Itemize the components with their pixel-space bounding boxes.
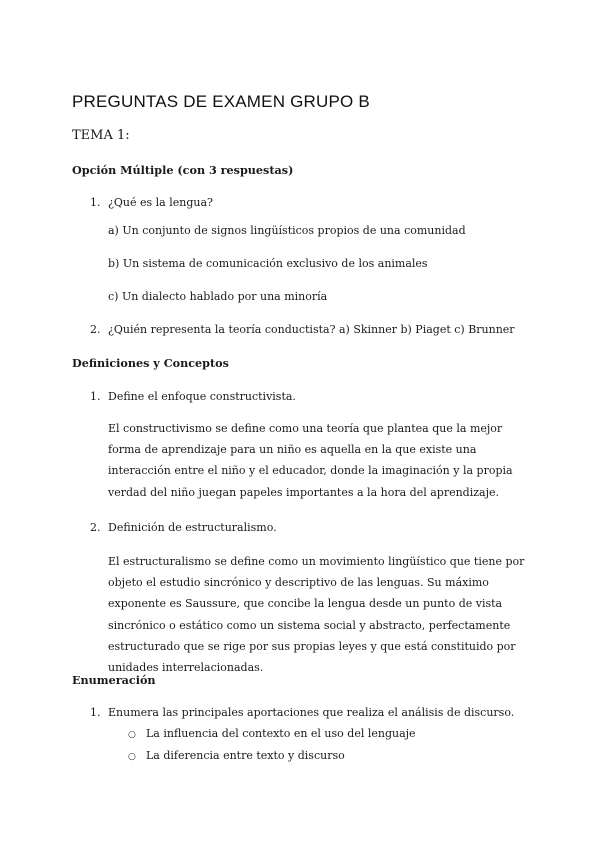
def1-question: Define el enfoque constructivista. bbox=[108, 390, 296, 403]
bullet-circle-icon: ○ bbox=[128, 730, 136, 740]
def2-answer: El estructuralismo se define como un movimiento lingüístico que tiene por objeto el estudio sincrónico y descriptivo de las lenguas. Su máximo exponente es Saussure, que concibe la lengua desde un punto de vista sincrónico o estático como un sistema social y abstracto, perfectamente estructurado que se rige por sus propias leyes y que está constituido por unidades interrelacionadas. bbox=[108, 555, 525, 675]
enum1-number: 1. bbox=[90, 706, 101, 719]
enum1-bullet-1: La influencia del contexto en el uso del lenguaje bbox=[146, 727, 416, 740]
def2-number: 2. bbox=[90, 521, 101, 534]
heading-enumeration: Enumeración bbox=[72, 673, 156, 687]
q1-text: ¿Qué es la lengua? bbox=[108, 196, 213, 209]
enum1-bullet-2: La diferencia entre texto y discurso bbox=[146, 749, 345, 762]
bullet-circle-icon: ○ bbox=[128, 752, 136, 762]
q2-text: ¿Quién representa la teoría conductista? a) Skinner b) Piaget c) Brunner bbox=[108, 323, 515, 336]
heading-definitions: Definiciones y Conceptos bbox=[72, 356, 229, 370]
tema-label: TEMA 1: bbox=[72, 128, 130, 143]
page-title: PREGUNTAS DE EXAMEN GRUPO B bbox=[72, 92, 370, 111]
def1-number: 1. bbox=[90, 390, 101, 403]
q1-option-a: a) Un conjunto de signos lingüísticos propios de una comunidad bbox=[108, 224, 466, 237]
q1-option-c: c) Un dialecto hablado por una minoría bbox=[108, 290, 328, 303]
q1-option-b: b) Un sistema de comunicación exclusivo de los animales bbox=[108, 257, 428, 270]
def2-question: Definición de estructuralismo. bbox=[108, 521, 277, 534]
q2-number: 2. bbox=[90, 323, 101, 336]
q1-number: 1. bbox=[90, 196, 101, 209]
enum1-text: Enumera las principales aportaciones que realiza el análisis de discurso. bbox=[108, 706, 515, 719]
def1-answer: El constructivismo se define como una teoría que plantea que la mejor forma de aprendizaje para un niño es aquella en la que existe una interacción entre el niño y el educador, donde la imaginación y la propia verdad del niño juegan papeles importantes a la hora del aprendizaje. bbox=[108, 422, 513, 499]
heading-multiple-choice: Opción Múltiple (con 3 respuestas) bbox=[72, 163, 294, 177]
